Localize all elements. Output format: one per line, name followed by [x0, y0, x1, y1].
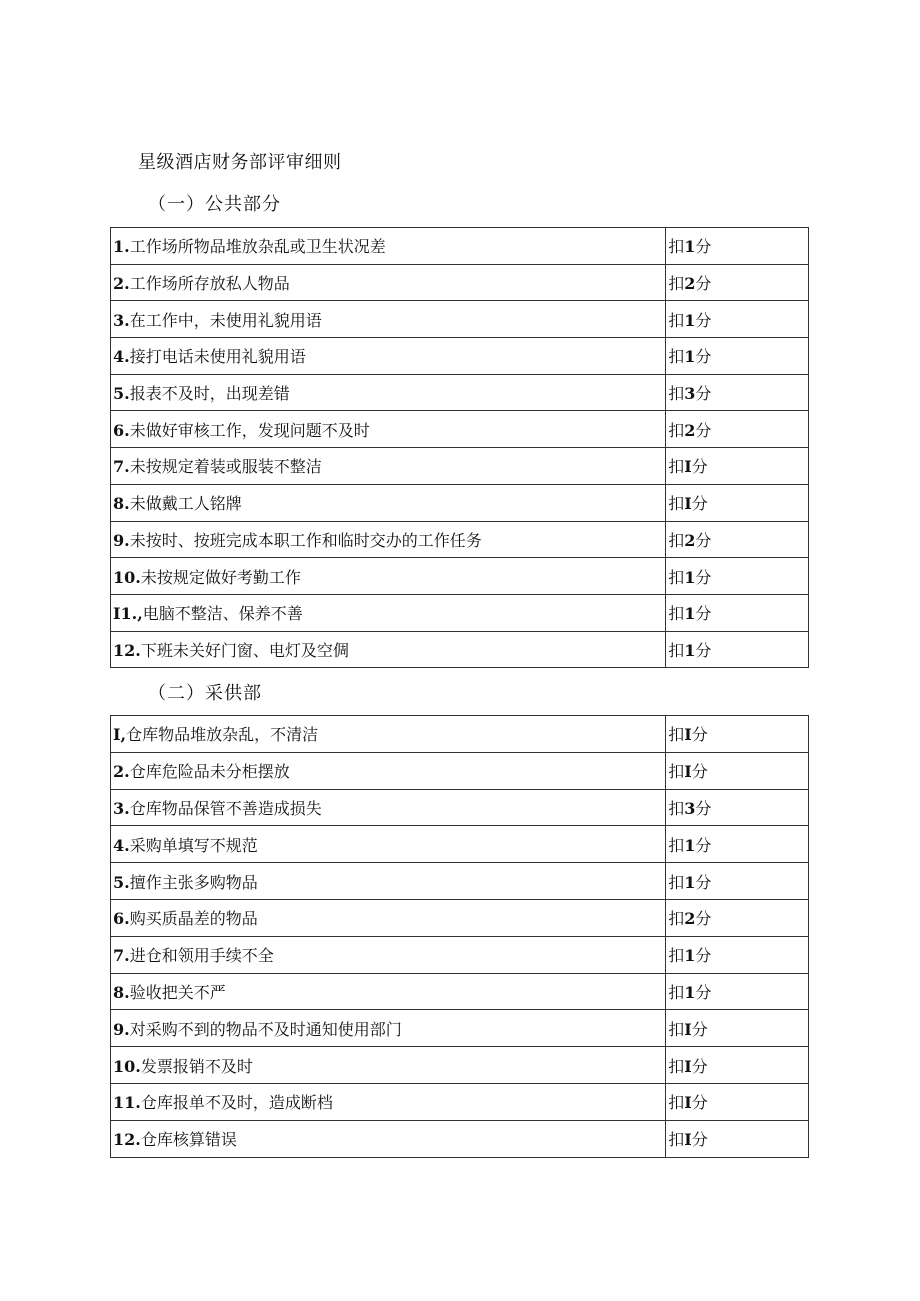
document-title: 星级酒店财务部评审细则 — [138, 152, 342, 173]
rule-item-cell — [111, 411, 666, 448]
table-row — [111, 1010, 809, 1047]
deduction-cell — [666, 228, 809, 265]
table-row — [111, 301, 809, 338]
deduction-suffix: 分 — [695, 237, 712, 257]
rule-item-cell — [111, 1010, 666, 1047]
deduction-suffix: 分 — [695, 274, 712, 294]
rule-number: 4. — [113, 347, 130, 367]
table-row — [111, 752, 809, 789]
deduction-points: 1 — [684, 237, 696, 257]
rule-item-cell — [111, 228, 666, 265]
rule-text: 未按规定做好考勤工作 — [140, 567, 301, 587]
deduction-cell — [666, 594, 809, 631]
deduction-points: I — [684, 1019, 692, 1039]
deduction-suffix: 分 — [691, 725, 708, 745]
deduction-prefix: 扣 — [668, 420, 685, 440]
deduction-prefix: 扣 — [668, 1019, 685, 1039]
rule-text: 未做好审核工作，发现问题不及时 — [129, 420, 370, 440]
public-rules-table — [110, 227, 809, 668]
deduction-suffix: 分 — [695, 347, 712, 367]
deduction-prefix: 扣 — [668, 274, 685, 294]
deduction-suffix: 分 — [691, 494, 708, 514]
deduction-prefix: 扣 — [668, 457, 685, 477]
rule-item-cell — [111, 558, 666, 595]
deduction-suffix: 分 — [691, 1056, 708, 1076]
rule-number: 12. — [113, 1130, 141, 1150]
rule-item-cell — [111, 863, 666, 900]
table-row — [111, 899, 809, 936]
deduction-points: 2 — [684, 909, 696, 929]
deduction-cell — [666, 1010, 809, 1047]
deduction-cell — [666, 521, 809, 558]
deduction-prefix: 扣 — [668, 835, 685, 855]
deduction-cell — [666, 484, 809, 521]
rule-text: 仓库危险品未分柜摆放 — [129, 762, 290, 782]
rule-text: 仓库报单不及时，造成断档 — [140, 1093, 333, 1113]
table-row — [111, 484, 809, 521]
table-row — [111, 448, 809, 485]
rule-number: 12. — [113, 640, 141, 660]
rule-number: 5. — [113, 384, 130, 404]
deduction-points: 1 — [684, 347, 696, 367]
deduction-cell — [666, 716, 809, 753]
table-row — [111, 1083, 809, 1120]
rule-item-cell — [111, 936, 666, 973]
deduction-points: 1 — [684, 640, 696, 660]
rule-text: 擅作主张多购物品 — [129, 872, 258, 892]
deduction-points: 1 — [684, 604, 696, 624]
deduction-prefix: 扣 — [668, 1056, 685, 1076]
rule-item-cell — [111, 448, 666, 485]
rule-number: 2. — [113, 274, 130, 294]
deduction-suffix: 分 — [695, 798, 712, 818]
deduction-suffix: 分 — [695, 640, 712, 660]
deduction-suffix: 分 — [695, 872, 712, 892]
deduction-points: 3 — [684, 798, 696, 818]
table-row — [111, 594, 809, 631]
deduction-points: I — [684, 725, 692, 745]
rule-item-cell — [111, 716, 666, 753]
deduction-points: I — [684, 457, 692, 477]
deduction-prefix: 扣 — [668, 909, 685, 929]
rule-number: 2. — [113, 762, 130, 782]
table-row — [111, 789, 809, 826]
rule-number: 4. — [113, 835, 130, 855]
rule-item-cell — [111, 484, 666, 521]
rule-number: 6. — [113, 420, 130, 440]
deduction-cell — [666, 1083, 809, 1120]
rule-text: 发票报销不及时 — [140, 1056, 253, 1076]
deduction-cell — [666, 863, 809, 900]
deduction-cell — [666, 1047, 809, 1084]
deduction-suffix: 分 — [691, 457, 708, 477]
rule-number: 3. — [113, 310, 130, 330]
deduction-prefix: 扣 — [668, 1093, 685, 1113]
rule-item-cell — [111, 826, 666, 863]
deduction-prefix: 扣 — [668, 725, 685, 745]
deduction-cell — [666, 973, 809, 1010]
deduction-suffix: 分 — [695, 530, 712, 550]
rule-text: 接打电话未使用礼貌用语 — [129, 347, 306, 367]
deduction-cell — [666, 936, 809, 973]
deduction-points: 1 — [684, 946, 696, 966]
deduction-cell — [666, 631, 809, 668]
deduction-cell — [666, 899, 809, 936]
deduction-cell — [666, 411, 809, 448]
deduction-cell — [666, 301, 809, 338]
deduction-prefix: 扣 — [668, 604, 685, 624]
rule-text: 进仓和领用手续不全 — [129, 946, 274, 966]
rule-text: 仓库核算错误 — [140, 1130, 237, 1150]
deduction-cell — [666, 826, 809, 863]
procurement-rules-table — [110, 715, 809, 1158]
rule-text: 下班未关好门窗、电灯及空倜 — [140, 640, 349, 660]
rule-item-cell — [111, 301, 666, 338]
deduction-cell — [666, 558, 809, 595]
table-row — [111, 521, 809, 558]
rule-text: 未做戴工人铭牌 — [129, 494, 242, 514]
table-row — [111, 411, 809, 448]
deduction-prefix: 扣 — [668, 310, 685, 330]
rule-item-cell — [111, 789, 666, 826]
deduction-points: 1 — [684, 982, 696, 1002]
deduction-points: I — [684, 494, 692, 514]
section-heading-procurement: （二）采供部 — [148, 683, 262, 704]
deduction-points: I — [684, 1056, 692, 1076]
deduction-suffix: 分 — [691, 1019, 708, 1039]
deduction-suffix: 分 — [695, 604, 712, 624]
rule-text: 未按规定着装或服装不整洁 — [129, 457, 322, 477]
rule-text: 工作场所物品堆放杂乱或卫生状况差 — [129, 237, 386, 257]
rule-item-cell — [111, 594, 666, 631]
deduction-cell — [666, 264, 809, 301]
section-heading-public: （一）公共部分 — [148, 194, 281, 215]
deduction-suffix: 分 — [691, 762, 708, 782]
rule-text: 对采购不到的物品不及时通知使用部门 — [129, 1019, 402, 1039]
table-row — [111, 631, 809, 668]
deduction-suffix: 分 — [695, 909, 712, 929]
deduction-prefix: 扣 — [668, 762, 685, 782]
deduction-cell — [666, 752, 809, 789]
table-row — [111, 863, 809, 900]
deduction-cell — [666, 338, 809, 375]
deduction-prefix: 扣 — [668, 494, 685, 514]
rule-number: 9. — [113, 530, 130, 550]
rule-item-cell — [111, 374, 666, 411]
rule-item-cell — [111, 752, 666, 789]
rule-item-cell — [111, 521, 666, 558]
deduction-suffix: 分 — [695, 946, 712, 966]
rule-text: 工作场所存放私人物品 — [129, 274, 290, 294]
table-row — [111, 826, 809, 863]
table-row — [111, 558, 809, 595]
deduction-prefix: 扣 — [668, 982, 685, 1002]
rule-number: 9. — [113, 1019, 130, 1039]
deduction-points: 1 — [684, 872, 696, 892]
deduction-points: I — [684, 762, 692, 782]
rule-text: 在工作中，未使用礼貌用语 — [129, 310, 322, 330]
rule-number: 1. — [113, 237, 130, 257]
rule-item-cell — [111, 899, 666, 936]
deduction-prefix: 扣 — [668, 237, 685, 257]
rule-text: 采购单填写不规范 — [129, 835, 258, 855]
rule-number: 8. — [113, 494, 130, 514]
deduction-points: 2 — [684, 274, 696, 294]
rule-number: I1., — [113, 604, 143, 624]
deduction-prefix: 扣 — [668, 530, 685, 550]
rule-number: 3. — [113, 798, 130, 818]
table-row — [111, 973, 809, 1010]
rule-number: 11. — [113, 1093, 141, 1113]
rule-number: 7. — [113, 457, 130, 477]
rule-text: 购买质晶差的物品 — [129, 909, 258, 929]
rule-text: 仓库物品保管不善造成损失 — [129, 798, 322, 818]
deduction-suffix: 分 — [695, 982, 712, 1002]
deduction-points: I — [684, 1130, 692, 1150]
table-row — [111, 1120, 809, 1157]
rule-number: 8. — [113, 982, 130, 1002]
deduction-points: I — [684, 1093, 692, 1113]
deduction-points: 2 — [684, 420, 696, 440]
table-row — [111, 1047, 809, 1084]
deduction-prefix: 扣 — [668, 640, 685, 660]
rule-number: 6. — [113, 909, 130, 929]
table-row — [111, 264, 809, 301]
deduction-prefix: 扣 — [668, 798, 685, 818]
rule-text: 电脑不整洁、保养不善 — [142, 604, 303, 624]
deduction-prefix: 扣 — [668, 946, 685, 966]
rule-item-cell — [111, 973, 666, 1010]
rule-item-cell — [111, 1083, 666, 1120]
deduction-points: 1 — [684, 567, 696, 587]
deduction-cell — [666, 1120, 809, 1157]
table-row — [111, 716, 809, 753]
deduction-suffix: 分 — [695, 567, 712, 587]
deduction-prefix: 扣 — [668, 872, 685, 892]
rule-item-cell — [111, 264, 666, 301]
rule-text: 验收把关不严 — [129, 982, 226, 1002]
rule-text: 未按时、按班完成本职工作和临时交办的工作任务 — [129, 530, 482, 550]
deduction-prefix: 扣 — [668, 1130, 685, 1150]
table-row — [111, 374, 809, 411]
deduction-cell — [666, 789, 809, 826]
deduction-points: 1 — [684, 310, 696, 330]
table-row — [111, 228, 809, 265]
deduction-cell — [666, 374, 809, 411]
deduction-cell — [666, 448, 809, 485]
deduction-prefix: 扣 — [668, 567, 685, 587]
rule-text: 报表不及时，出现差错 — [129, 384, 290, 404]
table-row — [111, 936, 809, 973]
rule-number: I, — [113, 725, 127, 745]
deduction-points: 2 — [684, 530, 696, 550]
deduction-suffix: 分 — [691, 1130, 708, 1150]
rule-item-cell — [111, 338, 666, 375]
rule-number: 10. — [113, 1056, 141, 1076]
deduction-suffix: 分 — [695, 420, 712, 440]
deduction-suffix: 分 — [695, 310, 712, 330]
deduction-suffix: 分 — [691, 1093, 708, 1113]
deduction-points: 3 — [684, 384, 696, 404]
rule-text: 仓库物品堆放杂乱，不清洁 — [126, 725, 319, 745]
deduction-suffix: 分 — [695, 384, 712, 404]
rule-number: 7. — [113, 946, 130, 966]
rule-item-cell — [111, 1047, 666, 1084]
rule-number: 10. — [113, 567, 141, 587]
rule-item-cell — [111, 1120, 666, 1157]
deduction-prefix: 扣 — [668, 384, 685, 404]
table-row — [111, 338, 809, 375]
rule-number: 5. — [113, 872, 130, 892]
deduction-points: 1 — [684, 835, 696, 855]
deduction-suffix: 分 — [695, 835, 712, 855]
rule-item-cell — [111, 631, 666, 668]
deduction-prefix: 扣 — [668, 347, 685, 367]
